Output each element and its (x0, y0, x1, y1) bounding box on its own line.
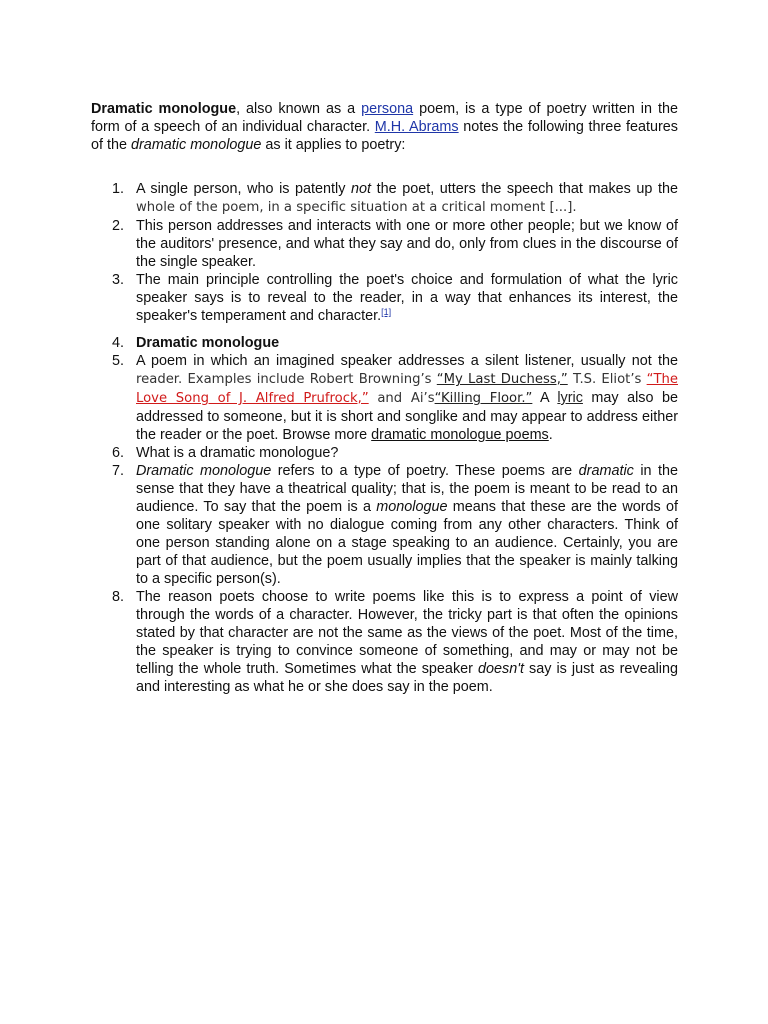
list-number: 3. (112, 272, 125, 288)
intro-text: notes the following three features of the (91, 119, 678, 153)
list-number: 2. (112, 218, 125, 234)
list-number: 6. (112, 445, 125, 461)
item-text: in the sense that they have a theatrical quality; that is, the poem is meant to be read to an audience. To say that the poem is a (136, 463, 678, 515)
abrams-link[interactable]: M.H. Abrams (374, 119, 459, 135)
feature-item-3 (91, 271, 678, 325)
feature-text: The main principle controlling the poet's choice and formulation of what the lyric speaker says is to reveal to the reader, in a way that enhances its interest, the speaker's temperament and character. (136, 272, 678, 324)
feature-item-2 (91, 217, 678, 271)
feature-quote-text: whole of the poem, in a specific situation at a critical moment [...]. (136, 200, 577, 215)
intro-paragraph (91, 100, 678, 154)
killing-floor-link[interactable]: “Killing Floor.” (434, 391, 533, 406)
feature-emphasis: not (351, 181, 372, 197)
item-alt-text: and Ai’s (368, 391, 435, 406)
my-last-duchess-link[interactable]: “My Last Duchess,” (436, 372, 568, 387)
item-emphasis: dramatic (578, 463, 634, 479)
footnote-link[interactable]: [1] (381, 307, 392, 317)
prufrock-link[interactable]: “The Love Song of J. Alfred Prufrock,” (136, 372, 678, 406)
item-alt-text: reader. Examples include Robert Browning’s (136, 372, 437, 387)
intro-term-italic: dramatic monologue (131, 137, 262, 153)
intro-term: Dramatic monologue (91, 101, 237, 117)
item-alt-text: T.S. Eliot’s (567, 372, 647, 387)
feature-text: A single person, who is patently (136, 181, 352, 197)
item-text: means that these are the words of one solitary speaker with no dialogue coming from any other characters. Think of one person standing alone on a stage speaking to an audience. Certainly, you are part of that audience, but the poem usually implies that the speaker is mainly talking to a specific person(s). (136, 499, 678, 587)
item-emphasis: monologue (376, 499, 448, 515)
feature-text: This person addresses and interacts with one or more other people; but we know of the auditors' presence, and what they say and do, only from clues in the discourse of the single speaker. (136, 218, 678, 270)
list-item-4 (91, 334, 678, 352)
list-item-8 (91, 588, 678, 696)
intro-text: as it applies to poetry: (261, 137, 406, 153)
item-text: A poem in which an imagined speaker addresses a silent listener, usually not the (136, 353, 678, 369)
item-text: say is just as revealing and interesting as what he or she does say in the poem. (136, 661, 678, 695)
list-number: 7. (112, 463, 125, 479)
intro-text: , also known as a (236, 101, 362, 117)
list-number: 8. (112, 589, 125, 605)
list-item-5 (91, 352, 678, 444)
feature-item-1 (91, 180, 678, 217)
item-emphasis: Dramatic monologue (136, 463, 272, 479)
item-text: . (548, 427, 553, 443)
list-number: 1. (112, 181, 125, 197)
features-list (91, 180, 678, 325)
section-heading: Dramatic monologue (136, 335, 280, 351)
definition-list (91, 334, 678, 696)
item-text: refers to a type of poetry. These poems are (271, 463, 579, 479)
list-number: 4. (112, 335, 125, 351)
intro-text: poem, is a type of poetry written in the form of a speech of an individual character. (91, 101, 678, 135)
lyric-link[interactable]: lyric (557, 390, 583, 406)
item-text: A (532, 390, 558, 406)
item-text: What is a dramatic monologue? (136, 445, 339, 461)
list-item-7 (91, 462, 678, 588)
item-text: The reason poets choose to write poems like this is to express a point of view through the words of a character. However, the tricky part is that often the opinions stated by that character are not the same as the views of the poet. Most of the time, the speaker is trying to convince someone of something, and may or may not be telling the whole truth. Sometimes what the speaker (136, 589, 678, 677)
item-text: may also be addressed to someone, but it is short and songlike and may appear to address either the reader or the poet. Browse more (136, 390, 678, 443)
list-number: 5. (112, 353, 125, 369)
list-item-6 (91, 444, 678, 462)
persona-link[interactable]: persona (361, 101, 414, 117)
feature-text: the poet, utters the speech that makes up the (371, 181, 678, 197)
document-page (91, 100, 678, 696)
item-emphasis: doesn't (477, 661, 524, 677)
browse-poems-link[interactable]: dramatic monologue poems (371, 427, 549, 443)
